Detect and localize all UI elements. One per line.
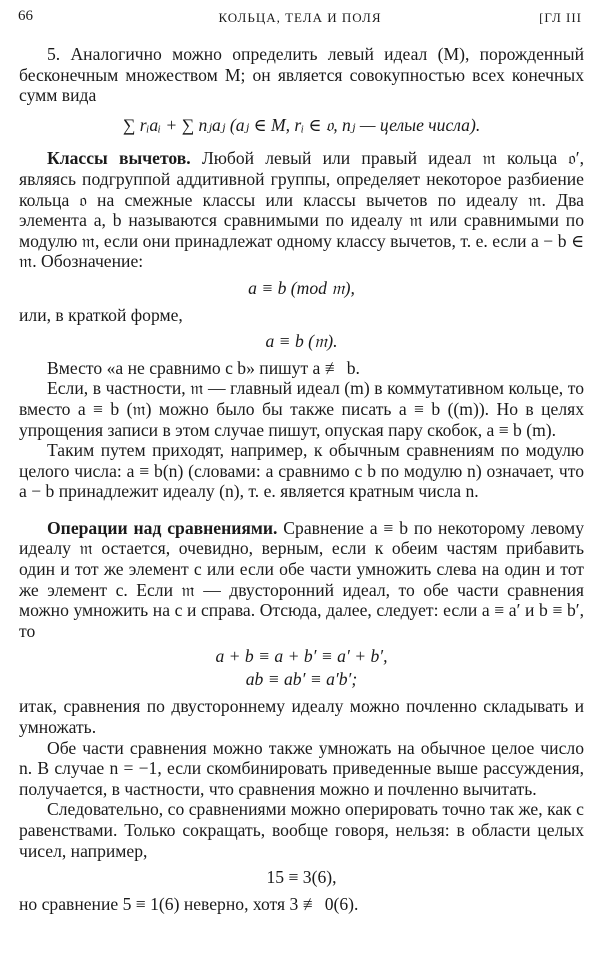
page-body	[19, 44, 584, 914]
paragraph-not-congruent: Вместо «a не сравнимо с b» пишут a ≢ b.	[47, 357, 360, 378]
equation-congruence-mod: a ≡ b (mod 𝔪),	[248, 277, 355, 298]
running-title: КОЛЬЦА, ТЕЛА И ПОЛЯ	[218, 10, 382, 25]
equation-finite-sums: ∑ rᵢaᵢ + ∑ nⱼaⱼ (aⱼ ∈ M, rᵢ ∈ 𝔬, nⱼ — целые числа).	[122, 114, 481, 135]
page-number: 66	[18, 8, 33, 24]
section-heading-operations: Операции над сравнениями.	[47, 517, 278, 538]
section-heading-residue-classes: Классы вычетов.	[47, 148, 191, 169]
operations-text: Сравнение a ≡ b по некоторому левому идеалу 𝔪 остается, очевидно, верным, если к обеим частям прибавить один и тот же элемент c или если обе части умножить слева на один и тот же элемент c. Если 𝔪 — двусторонний идеал, то обе части сравнения можно умножить на c и справа. Отсюда, далее, следует: если a ≡ a′ и b ≡ b′, то	[19, 517, 584, 641]
paragraph-integer-congruence: Таким путем приходят, например, к обычным сравнениям по модулю целого числа: a ≡ b(n) (словами: a сравнимо с b по модулю n) означает, что a − b принадлежит идеалу (n), т. е. является кратным числа n.	[19, 440, 584, 502]
equation-add-multiply	[19, 645, 584, 691]
paragraph-counterexample: но сравнение 5 ≡ 1(6) неверно, хотя 3 ≢ 0(6).	[19, 893, 359, 914]
paragraph-left-ideal: 5. Аналогично можно определить левый идеал (M), порожденный бесконечным множеством M; он является совокупностью всех конечных сумм вида	[19, 44, 584, 106]
residue-classes-text: Любой левый или правый идеал 𝔪 кольца 𝔬′, являясь подгруппой аддитивной группы, определяет некоторое разбиение кольца 𝔬 на смежные классы или классы вычетов по идеалу 𝔪. Два элемента a, b называются сравнимыми по идеалу 𝔪 или сравнимыми по модулю 𝔪, если они принадлежат одному классу вычетов, т. е. если a − b ∈ 𝔪. Обозначение:	[19, 148, 584, 272]
equation-product-line: ab ≡ ab′ ≡ a′b′;	[245, 669, 358, 690]
paragraph-termwise: итак, сравнения по двустороннему идеалу можно почленно складывать и умножать.	[19, 696, 584, 738]
chapter-label: [ГЛ III	[539, 10, 582, 25]
paragraph-cancellation: Следовательно, со сравнениями можно оперировать точно так же, как с равенствами. Только сокращать, вообще говоря, нельзя: в области целых чисел, например,	[19, 799, 584, 861]
paragraph-short-form: или, в краткой форме,	[19, 304, 183, 325]
paragraph-residue-classes	[19, 148, 584, 272]
paragraph-congruence-operations	[19, 518, 584, 642]
equation-example: 15 ≡ 3(6),	[266, 867, 337, 888]
equation-congruence-short: a ≡ b (𝔪).	[265, 331, 338, 352]
paragraph-integer-multiple: Обе части сравнения можно также умножать на обычное целое число n. В случае n = −1, если скомбинировать приведенные выше рассуждения, получается, в частности, что сравнения можно и почленно вычитать.	[19, 737, 584, 799]
paragraph-principal-ideal: Если, в частности, 𝔪 — главный идеал (m) в коммутативном кольце, то вместо a ≡ b (𝔪) можно было бы также писать a ≡ b ((m)). Но в целях упрощения записи в этом случае пишут, опуская пару скобок, a ≡ b (m).	[19, 378, 584, 440]
page-header	[18, 8, 582, 34]
equation-sum-line: a + b ≡ a + b′ ≡ a′ + b′,	[215, 646, 388, 667]
